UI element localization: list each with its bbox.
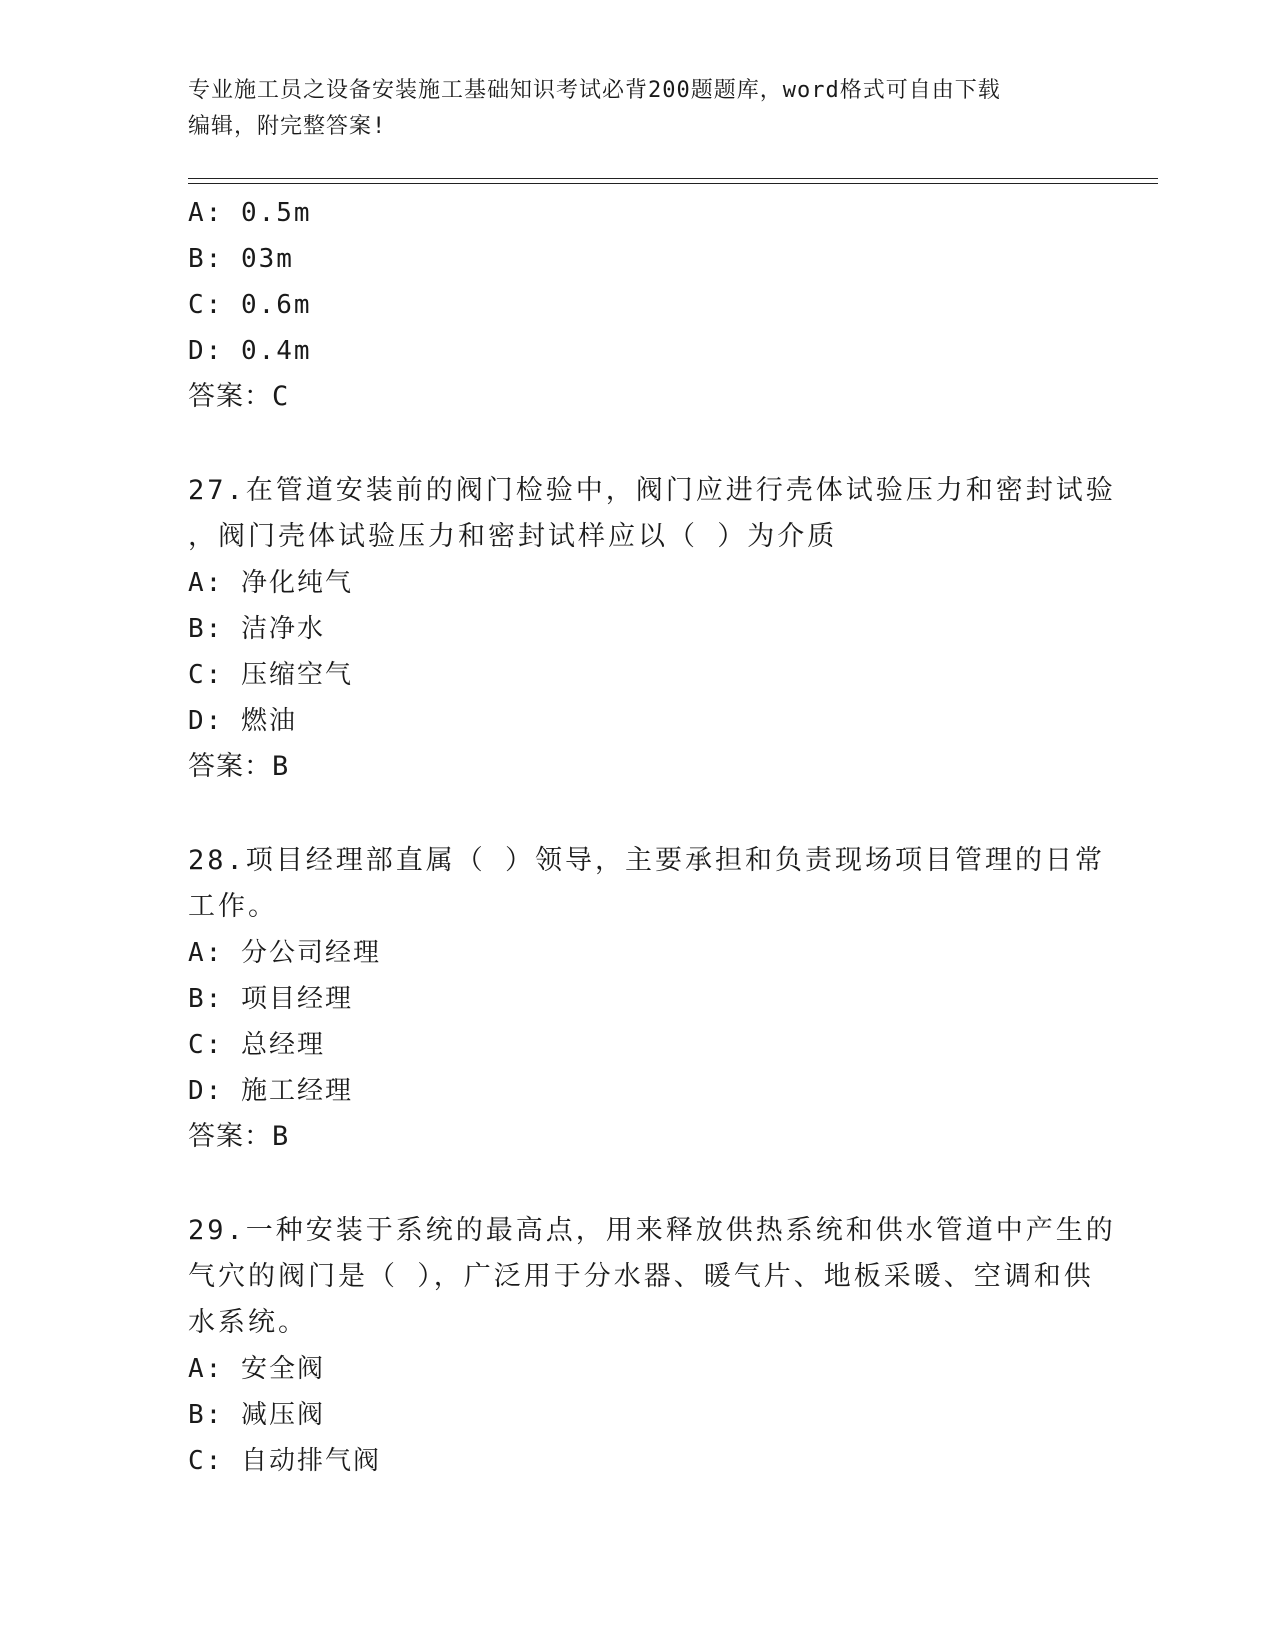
option-b: B: 项目经理 [188,984,353,1014]
option-c: C: 压缩空气 [188,660,353,690]
question-list [188,190,1116,1484]
answer-line: 答案：B [188,1121,290,1152]
header-title-line1: 专业施工员之设备安装施工基础知识考试必背200题题库，word格式可自由下载 [188,78,1001,103]
option-c: C: 0.6m [188,290,312,320]
question-27 [188,468,1116,790]
question-text-line3: 水系统。 [188,1307,308,1338]
question-26 [188,190,1088,420]
option-a: A: 净化纯气 [188,568,353,598]
option-a: A: 分公司经理 [188,938,381,968]
option-c: C: 总经理 [188,1030,325,1060]
document-header [188,73,1088,145]
question-text-line1: 29.一种安装于系统的最高点，用来释放供热系统和供水管道中产生的 [188,1215,1116,1246]
spacer [188,420,1088,468]
option-d: D: 0.4m [188,336,312,366]
option-b: B: 洁净水 [188,614,325,644]
answer-line: 答案：C [188,381,290,412]
spacer [188,790,1088,838]
question-29 [188,1208,1116,1484]
header-divider-bottom [188,183,1158,184]
option-a: A: 0.5m [188,198,312,228]
header-divider-top [188,178,1158,179]
question-text-line1: 27.在管道安装前的阀门检验中，阀门应进行壳体试验压力和密封试验 [188,475,1116,506]
question-text-line2: 气穴的阀门是（ ），广泛用于分水器、暖气片、地板采暖、空调和供 [188,1261,1094,1292]
answer-line: 答案：B [188,751,290,782]
option-b: B: 减压阀 [188,1400,325,1430]
header-title-line2: 编辑，附完整答案! [188,114,387,139]
option-a: A: 安全阀 [188,1354,325,1384]
option-d: D: 施工经理 [188,1076,353,1106]
option-c: C: 自动排气阀 [188,1446,381,1476]
option-d: D: 燃油 [188,706,297,736]
spacer [188,1160,1088,1208]
question-28 [188,838,1106,1160]
question-text-line2: 工作。 [188,891,278,922]
option-b: B: 03m [188,244,294,274]
question-text-line1: 28.项目经理部直属（ ）领导，主要承担和负责现场项目管理的日常 [188,845,1106,876]
question-text-line2: ，阀门壳体试验压力和密封试样应以（ ）为介质 [188,521,838,552]
